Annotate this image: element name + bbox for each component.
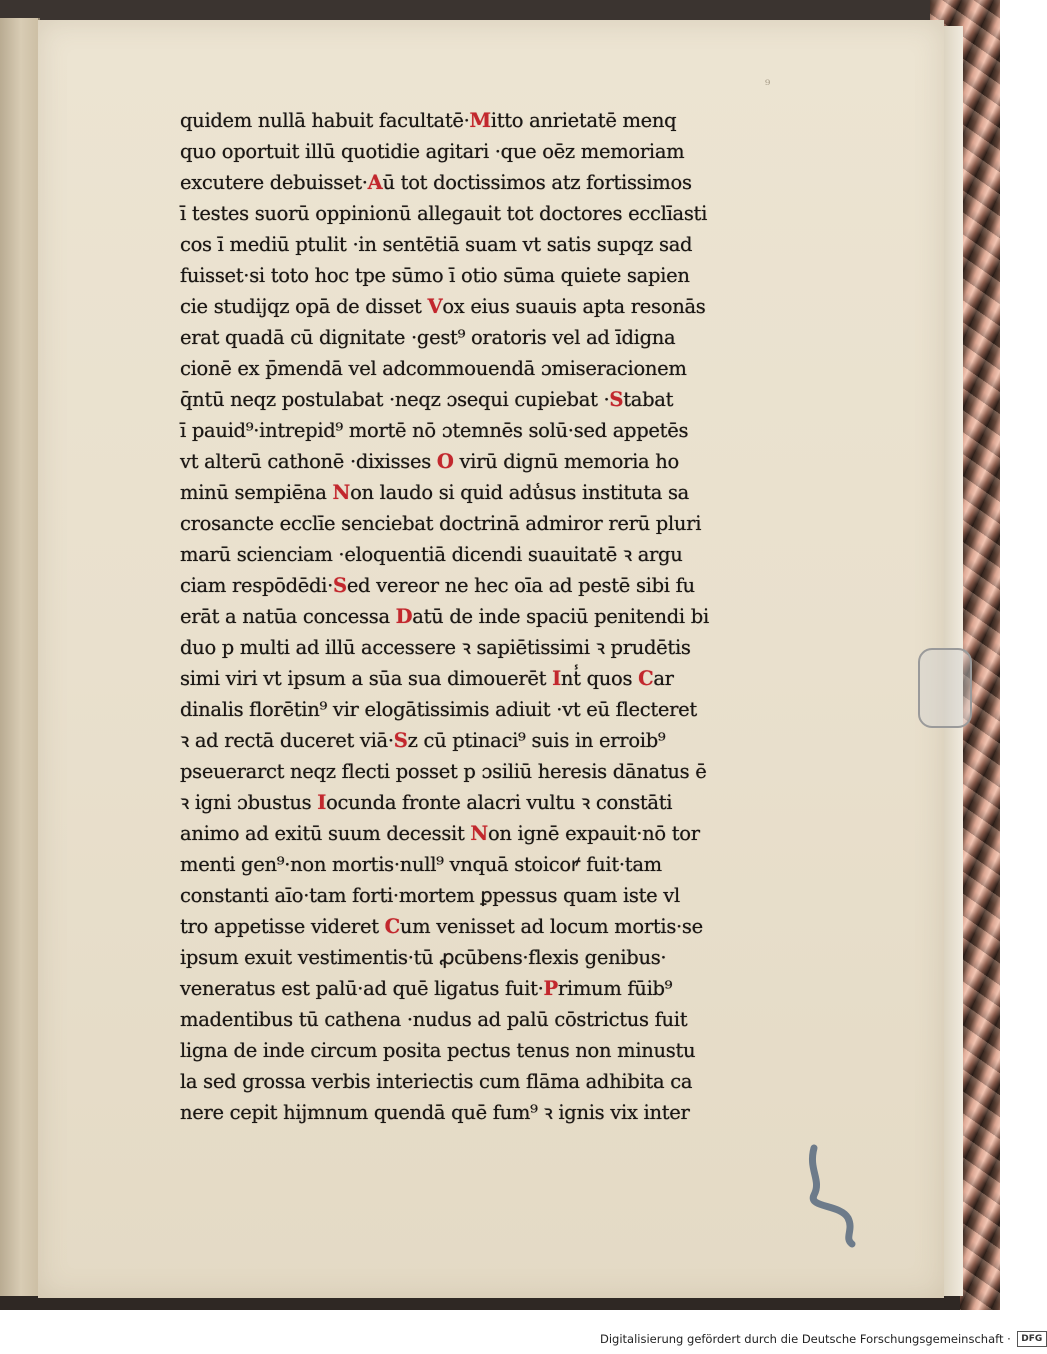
text-segment: ī testes suorū oppinionū allegauit tot doctores ecclīasti <box>180 202 708 225</box>
folio-mark: ⁹ <box>765 78 771 93</box>
text-line <box>180 1097 790 1128</box>
text-segment: virū dignū memoria ho <box>453 450 679 473</box>
text-segment: ꝛ ad rectā duceret viā· <box>180 729 394 752</box>
text-segment: q̄ntū neqz postulabat ·neqz ɔsequi cupiebat · <box>180 388 610 411</box>
text-segment: marū scienciam ·eloquentiā dicendi suauitatē ꝛ argu <box>180 543 683 566</box>
text-segment: ed vereor ne hec oīa ad pestē sibi fu <box>346 574 695 597</box>
text-line <box>180 322 790 353</box>
text-segment: dinalis florētin⁹ vir elogātissimis adiuit ·vt eū flecteret <box>180 698 697 721</box>
scan-bottom-band <box>0 1296 960 1310</box>
text-segment: erat quadā cū dignitate ·gest⁹ oratoris vel ad īdigna <box>180 326 676 349</box>
text-line <box>180 136 790 167</box>
text-segment: constanti aīo·tam forti·mortem ꝑpessus quam iste vl <box>180 884 680 907</box>
text-segment: crosancte ecclīe senciebat doctrinā admiror rerū pluri <box>180 512 702 535</box>
text-line <box>180 353 790 384</box>
text-line <box>180 694 790 725</box>
scan-top-band <box>0 0 960 22</box>
text-line <box>180 880 790 911</box>
text-line <box>180 818 790 849</box>
text-line <box>180 508 790 539</box>
text-line <box>180 229 790 260</box>
text-line <box>180 198 790 229</box>
text-line <box>180 260 790 291</box>
text-segment: on laudo si quid adu̾sus instituta sa <box>350 481 690 504</box>
ink-squiggle-mark <box>800 1140 870 1250</box>
text-line <box>180 663 790 694</box>
text-line <box>180 601 790 632</box>
text-line <box>180 539 790 570</box>
text-segment: ī pauid⁹·intrepid⁹ mortē nō ɔtemnēs solū·sed appetēs <box>180 419 689 442</box>
text-segment: simi viri vt ipsum a sūa sua dimouerēt <box>180 667 553 690</box>
text-segment: fuisset·si toto hoc tpe sūmo ī otio sūma quiete sapien <box>180 264 690 287</box>
text-line <box>180 942 790 973</box>
text-segment: ligna de inde circum posita pectus tenus non minustu <box>180 1039 696 1062</box>
rubricated-initial: S <box>393 729 408 752</box>
text-segment: nt̾ quos <box>560 667 639 690</box>
text-segment: itto anrietatē menq <box>490 109 677 132</box>
text-line <box>180 756 790 787</box>
text-segment: excutere debuisset· <box>180 171 368 194</box>
text-segment: ocunda fronte alacri vultu ꝛ constāti <box>326 791 673 814</box>
text-segment: ū tot doctissimos atz fortissimos <box>382 171 692 194</box>
text-line <box>180 446 790 477</box>
text-segment: minū sempiēna <box>180 481 333 504</box>
text-segment: la sed grossa verbis interiectis cum flāma adhibita ca <box>180 1070 693 1093</box>
text-segment: quidem nullā habuit facultatē· <box>180 109 470 132</box>
text-segment: ciam respōdēdi· <box>180 574 334 597</box>
text-segment: quo oportuit illū quotidie agitari ·que oēz memoriam <box>180 140 685 163</box>
rubricated-initial: I <box>317 791 327 814</box>
page-clip <box>918 648 972 728</box>
text-segment: nere cepit hijmnum quendā quē fum⁹ ꝛ ignis vix inter <box>180 1101 690 1124</box>
text-segment: duo p multi ad illū accessere ꝛ sapiētissimi ꝛ prudētis <box>180 636 691 659</box>
text-segment: menti gen⁹·non mortis·null⁹ vnquā stoicoꝵ fuit·tam <box>180 853 662 876</box>
footer-text: Digitalisierung gefördert durch die Deutsche Forschungsgemeinschaft · <box>600 1332 1011 1346</box>
text-segment: pseuerarct neqz flecti posset p ɔsiliū heresis dānatus ē <box>180 760 707 783</box>
text-segment: z cū ptinaci⁹ suis in erroib⁹ <box>407 729 666 752</box>
text-segment: vt alterū cathonē ·dixisses <box>180 450 437 473</box>
rubricated-initial: P <box>543 977 558 1000</box>
dfg-logo: DFG <box>1017 1331 1047 1347</box>
rubricated-initial: M <box>469 109 491 132</box>
text-line <box>180 570 790 601</box>
text-line <box>180 415 790 446</box>
text-segment: tabat <box>623 388 674 411</box>
text-line <box>180 477 790 508</box>
text-segment: tro appetisse videret <box>180 915 385 938</box>
rubricated-initial: D <box>395 605 413 628</box>
text-segment: madentibus tū cathena ·nudus ad palū cōstrictus fuit <box>180 1008 688 1031</box>
text-line <box>180 1004 790 1035</box>
text-line <box>180 911 790 942</box>
text-segment: ar <box>653 667 674 690</box>
rubricated-initial: C <box>638 667 654 690</box>
footer-credit <box>600 1330 1047 1348</box>
text-line <box>180 1066 790 1097</box>
text-line <box>180 632 790 663</box>
text-segment: veneratus est palū·ad quē ligatus fuit· <box>180 977 544 1000</box>
text-segment: cos ī mediū ptulit ·in sentētiā suam vt satis supqz sad <box>180 233 693 256</box>
text-segment: rimum fūib⁹ <box>557 977 673 1000</box>
incunable-text-block <box>180 105 790 1128</box>
rubricated-initial: A <box>367 171 383 194</box>
text-segment: cionē ex p̄mendā vel adcommouendā ɔmiseracionem <box>180 357 687 380</box>
rubricated-initial: S <box>333 574 347 597</box>
rubricated-initial: C <box>384 915 400 938</box>
text-line <box>180 725 790 756</box>
rubricated-initial: V <box>427 295 443 318</box>
text-line <box>180 973 790 1004</box>
text-segment: ꝛ igni ɔbustus <box>180 791 318 814</box>
text-line <box>180 1035 790 1066</box>
text-line <box>180 167 790 198</box>
text-segment: on ignē expauit·nō tor <box>487 822 700 845</box>
rubricated-initial: S <box>609 388 624 411</box>
rubricated-initial: I <box>552 667 561 690</box>
text-segment: erāt a natūa concessa <box>180 605 396 628</box>
text-line <box>180 787 790 818</box>
text-segment: cie studijqz opā de disset <box>180 295 428 318</box>
text-segment: ipsum exuit vestimentis·tū ꝓcūbens·flexis genibus· <box>180 946 667 969</box>
text-segment: atū de inde spaciū penitendi bi <box>412 605 709 628</box>
text-segment: ox eius suauis apta resonās <box>442 295 706 318</box>
text-segment: animo ad exitū suum decessit <box>180 822 471 845</box>
text-segment: um venisset ad locum mortis·se <box>399 915 703 938</box>
text-line <box>180 384 790 415</box>
text-line <box>180 291 790 322</box>
facing-page-edge <box>0 18 40 1308</box>
rubricated-initial: O <box>436 450 454 473</box>
text-line <box>180 849 790 880</box>
rubricated-initial: N <box>332 481 351 504</box>
rubricated-initial: N <box>470 822 488 845</box>
text-line <box>180 105 790 136</box>
